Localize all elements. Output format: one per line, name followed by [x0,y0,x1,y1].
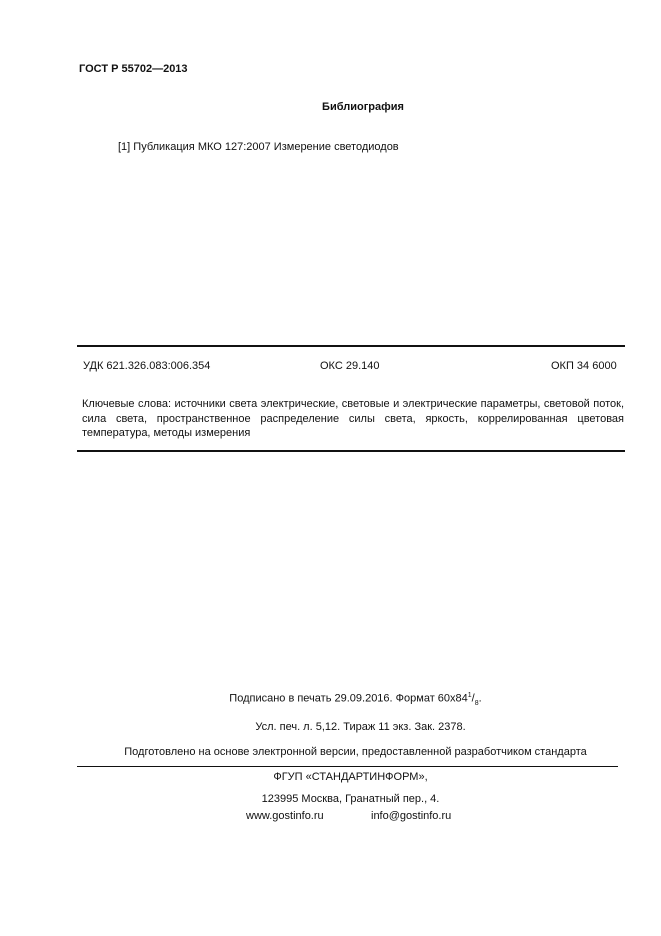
signed-for-print: Подписано в печать 29.09.2016. Формат $60х84^1/_8$. [229,692,482,707]
print-info: Усл. печ. л. 5,12. Тираж 11 экз. Зак. 2378. [255,721,466,733]
publisher-address: 123995 Москва, Гранатный пер., 4. [261,793,440,805]
keywords-paragraph: Ключевые слова: источники света электрические, световые и электрические параметры, световой поток, сила света, пространственное распределение силы света, яркость, коррелированная цветовая температура, методы измерения [82,398,624,439]
imprint-divider [77,766,618,767]
oks-code: ОКС 29.140 [320,360,380,372]
signed-text: Подписано в печать 29.09.2016. Формат 60х84 [229,692,468,705]
bibliography-item: [1] Публикация МКО 127:2007 Измерение светодиодов [118,141,399,153]
document-code: ГОСТ Р 55702—2013 [79,63,188,75]
format-numerator: 1 [467,692,472,699]
bibliography-title: Библиография [322,101,404,113]
keywords-divider [77,450,625,452]
website-link[interactable]: www.gostinfo.ru [246,810,324,822]
prepared-note: Подготовлено на основе электронной версии, предоставленной разработчиком стандарта [124,746,587,758]
signed-suffix: . [478,692,482,705]
udk-code: УДК 621.326.083:006.354 [83,360,211,372]
okp-code: ОКП 34 6000 [551,360,617,372]
top-divider [77,345,625,347]
email-link[interactable]: info@gostinfo.ru [371,810,452,822]
publisher-name: ФГУП «СТАНДАРТИНФОРМ», [273,771,428,783]
format-denominator: 8 [474,699,479,707]
